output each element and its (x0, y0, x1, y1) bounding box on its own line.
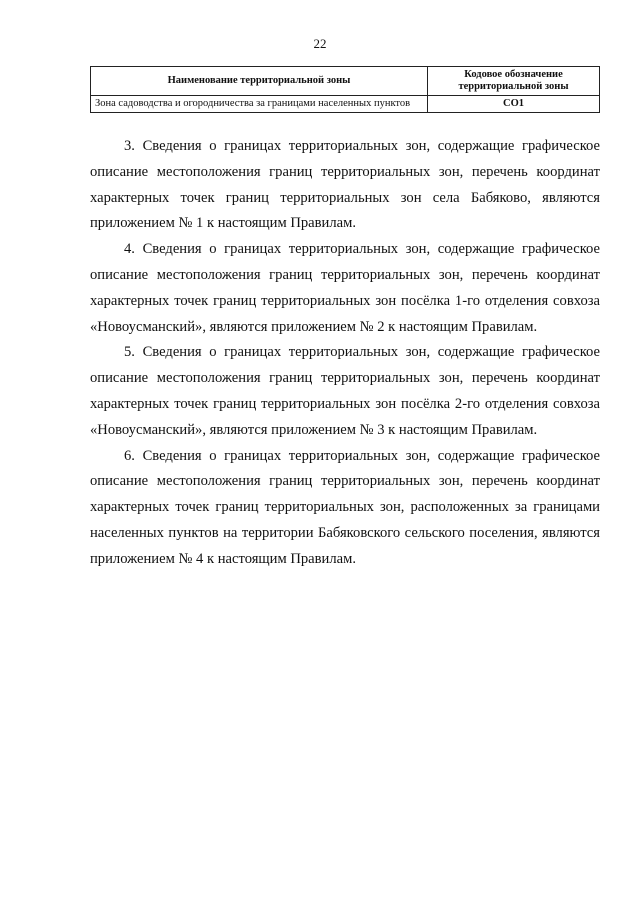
paragraph-item-4: 4. Сведения о границах территориальных зон, содержащие графическое описание местоположения границ территориальных зон, перечень координат характерных точек границ территориальных зон посёлка 1-го отделения совхоза «Новоусманский», являются приложением № 2 к настоящим Правилам. (90, 241, 600, 335)
table-header-row (91, 67, 600, 96)
page-number: 22 (313, 36, 327, 51)
paragraph-item-5: 5. Сведения о границах территориальных зон, содержащие графическое описание местоположения границ территориальных зон, перечень координат характерных точек границ территориальных зон посёлка 2-го отделения совхоза «Новоусманский», являются приложением № 3 к настоящим Правилам. (90, 344, 600, 438)
column-header-zone-code: Кодовое обозначение территориальной зоны (428, 67, 600, 96)
paragraph-item-3: 3. Сведения о границах территориальных зон, содержащие графическое описание местоположения границ территориальных зон, перечень координат характерных точек границ территориальных зон села Бабяково, являются приложением № 1 к настоящим Правилам. (90, 138, 600, 232)
document-body (90, 134, 600, 573)
zone-code-cell: СО1 (428, 96, 600, 113)
paragraph-item-6: 6. Сведения о границах территориальных зон, содержащие графическое описание местоположения границ территориальных зон, перечень координат характерных точек границ территориальных зон, расположенных за границами населенных пунктов на территории Бабяковского сельского поселения, являются приложением № 4 к настоящим Правилам. (90, 447, 600, 567)
territorial-zones-table (90, 66, 600, 113)
column-header-zone-name: Наименование территориальной зоны (91, 67, 428, 96)
zone-name-cell: Зона садоводства и огородничества за границами населенных пунктов (91, 96, 428, 113)
table-row (91, 96, 600, 113)
